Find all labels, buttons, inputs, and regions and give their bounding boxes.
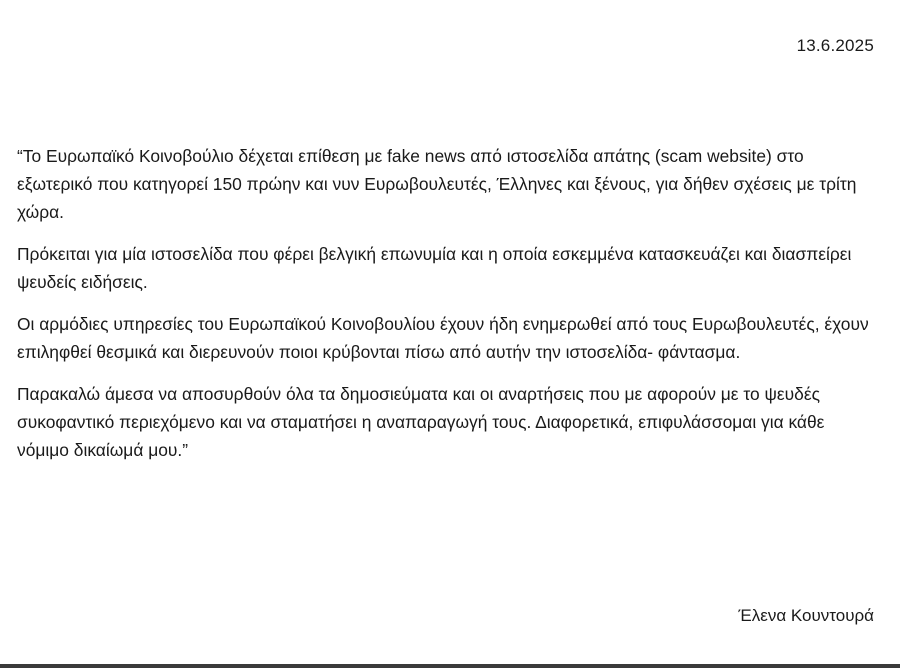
paragraph-1: “Το Ευρωπαϊκό Κοινοβούλιο δέχεται επίθεση με fake news από ιστοσελίδα απάτης (scam website) στο εξωτερικό που κατηγορεί 150 πρώην και νυν Ευρωβουλευτές, Έλληνες και ξένους, για δήθεν σχέσεις με τρίτη χώρα. [17,146,857,222]
document-date: 13.6.2025 [796,36,874,55]
signature-name: Έλενα Κουντουρά [738,606,874,625]
statement-body [17,142,877,478]
bottom-border [0,664,900,668]
paragraph-4: Παρακαλώ άμεσα να αποσυρθούν όλα τα δημοσιεύματα και οι αναρτήσεις που με αφορούν με το ψευδές συκοφαντικό περιεχόμενο και να σταματήσει η αναπαραγωγή τους. Διαφορετικά, επιφυλάσσομαι για κάθε νόμιμο δικαίωμά μου.” [17,384,825,460]
paragraph-3: Οι αρμόδιες υπηρεσίες του Ευρωπαϊκού Κοινοβουλίου έχουν ήδη ενημερωθεί από τους Ευρωβουλευτές, έχουν επιληφθεί θεσμικά και διερευνούν ποιοι κρύβονται πίσω από αυτήν την ιστοσελίδα- φάντασμα. [17,314,869,362]
paragraph-2: Πρόκειται για μία ιστοσελίδα που φέρει βελγική επωνυμία και η οποία εσκεμμένα κατασκευάζει και διασπείρει ψευδείς ειδήσεις. [17,244,852,292]
